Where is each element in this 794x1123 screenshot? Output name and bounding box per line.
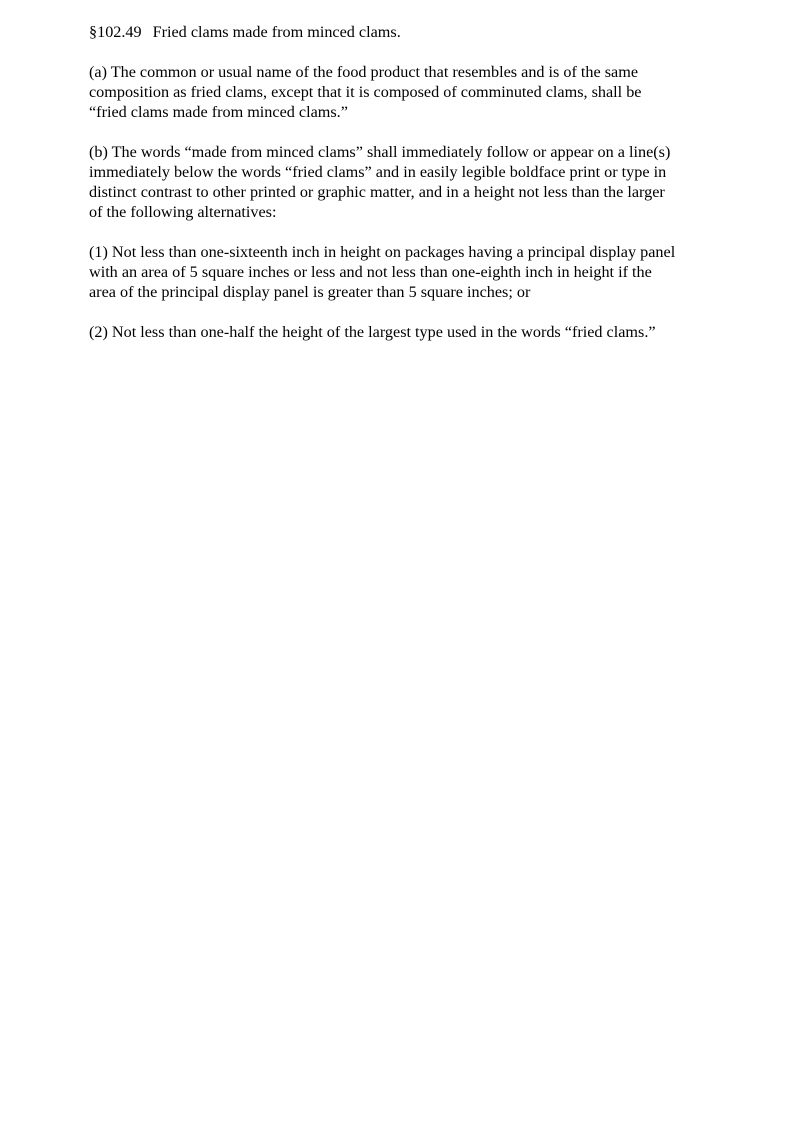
paragraph-line: (a) The common or usual name of the food product that resembles and is of the same <box>89 63 639 81</box>
paragraph-line: of the following alternatives: <box>89 203 277 221</box>
paragraph-line: (1) Not less than one-sixteenth inch in height on packages having a principal display panel <box>89 243 676 261</box>
paragraph-line: distinct contrast to other printed or graphic matter, and in a height not less than the larger <box>89 183 665 201</box>
paragraph-line: “fried clams made from minced clams.” <box>89 103 348 121</box>
document-body <box>89 22 714 362</box>
paragraph-line: composition as fried clams, except that it is composed of comminuted clams, shall be <box>89 83 642 101</box>
section-title: Fried clams made from minced clams. <box>152 23 401 41</box>
paragraph-line: area of the principal display panel is greater than 5 square inches; or <box>89 283 531 301</box>
paragraph-line: immediately below the words “fried clams” and in easily legible boldface print or type in <box>89 163 667 181</box>
paragraph-b <box>89 142 714 222</box>
section-heading <box>89 22 714 42</box>
paragraph-line: (2) Not less than one-half the height of the largest type used in the words “fried clams.” <box>89 323 656 341</box>
paragraph-b-2 <box>89 322 714 342</box>
paragraph-a <box>89 62 714 122</box>
paragraph-b-1 <box>89 242 714 302</box>
paragraph-line: (b) The words “made from minced clams” shall immediately follow or appear on a line(s) <box>89 143 671 161</box>
section-number: §102.49 <box>89 23 142 41</box>
paragraph-line: with an area of 5 square inches or less and not less than one-eighth inch in height if the <box>89 263 652 281</box>
